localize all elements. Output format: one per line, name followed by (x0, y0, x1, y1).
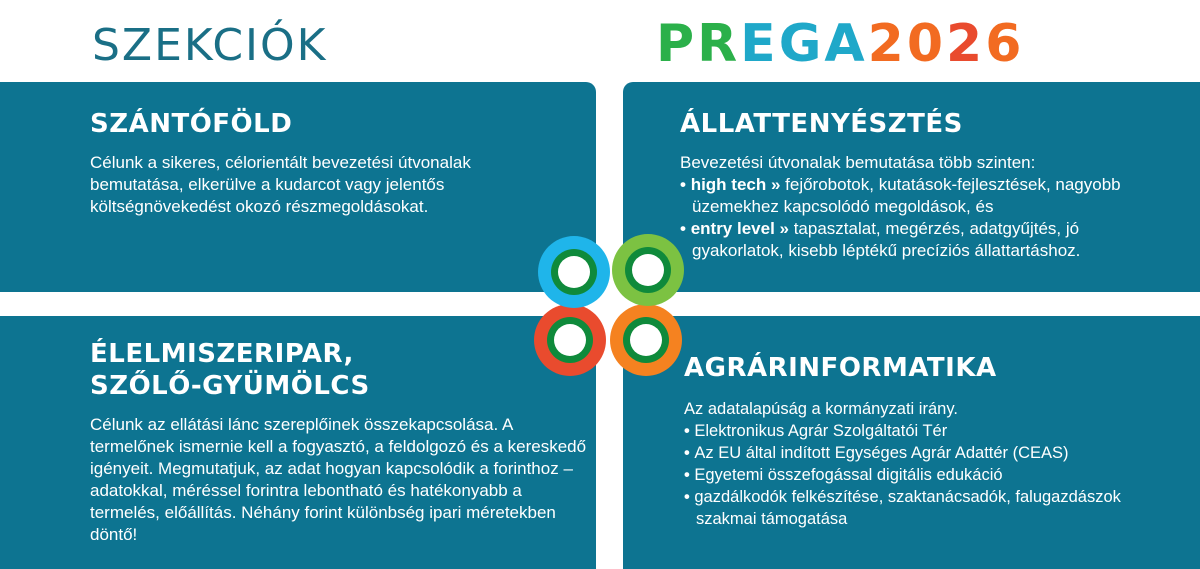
list-item-text: tapasztalat, megérzés, adatgyűjtés, jó gyakorlatok, kisebb léptékű precíziós állattartáshoz. (692, 219, 1081, 260)
logo-letter: 2 (946, 14, 986, 74)
panel-text: Célunk az ellátási lánc szereplőinek összekapcsolása. A termelőnek ismernie kell a fogyasztó, a feldolgozó és a kereskedő igényeit. Megmutatjuk, az adat hogyan kapcsolódik a forinthoz – adatokkal, méréssel forintra lebontható és hatékonyabb a termelés, előállítás. Néhány forint különbség ipari méretekben döntő! (90, 415, 587, 544)
list-item (680, 174, 1150, 218)
panel-list (684, 420, 1164, 530)
logo-letter: R (697, 14, 741, 74)
panel-title (90, 338, 510, 402)
ring-green (612, 234, 684, 306)
list-item (680, 218, 1150, 262)
list-item: • Egyetemi összefogással digitális edukáció (684, 464, 1164, 486)
logo-letter: P (656, 14, 698, 74)
ring-blue (538, 236, 610, 308)
panel-title: ÁLLATTENYÉSZTÉS (680, 109, 963, 139)
list-item-bold: high tech » (690, 175, 781, 194)
list-item-bold: entry level » (690, 219, 789, 238)
rings-logo (530, 228, 690, 388)
section-title: SZEKCIÓK (92, 20, 328, 71)
logo-letter: 0 (906, 14, 947, 74)
panel-title-line1: ÉLELMISZERIPAR, (90, 339, 354, 369)
panel-intro: Az adatalapúság a kormányzati irány. (684, 400, 958, 418)
panel-title: SZÁNTÓFÖLD (90, 109, 293, 139)
panel-title: AGRÁRINFORMATIKA (684, 353, 997, 383)
list-item: • Az EU által indított Egységes Agrár Adattér (CEAS) (684, 442, 1164, 464)
panel-elelmiszeripar (0, 316, 596, 569)
panel-agrarinformatika (623, 316, 1200, 569)
logo-letter: 2 (867, 14, 907, 74)
panel-szantofold (0, 82, 596, 292)
logo-letter: 6 (985, 14, 1025, 74)
logo-letter: E (740, 14, 779, 74)
prega2026-logo (656, 16, 1076, 72)
panel-allattenyesztes (623, 82, 1200, 292)
panel-title-line2: SZŐLŐ-GYÜMÖLCS (90, 371, 370, 401)
panel-list (680, 174, 1150, 262)
panel-intro: Bevezetési útvonalak bemutatása több szinten: (680, 153, 1036, 172)
logo-letter: A (824, 14, 868, 74)
panel-text: Célunk a sikeres, célorientált bevezetési útvonalak bemutatása, elkerülve a kudarcot vagy jelentős költségnövekedést okozó részmegoldásokat. (90, 153, 471, 216)
list-item: • gazdálkodók felkészítése, szaktanácsadók, falugazdászok szakmai támogatása (684, 486, 1164, 530)
list-item: • Elektronikus Agrár Szolgáltatói Tér (684, 420, 1164, 442)
ring-orange (610, 304, 682, 376)
ring-red (534, 304, 606, 376)
list-item-text: fejőrobotok, kutatások-fejlesztések, nagyobb üzemekhez kapcsolódó megoldások, és (692, 175, 1121, 216)
logo-letter: G (778, 14, 825, 74)
